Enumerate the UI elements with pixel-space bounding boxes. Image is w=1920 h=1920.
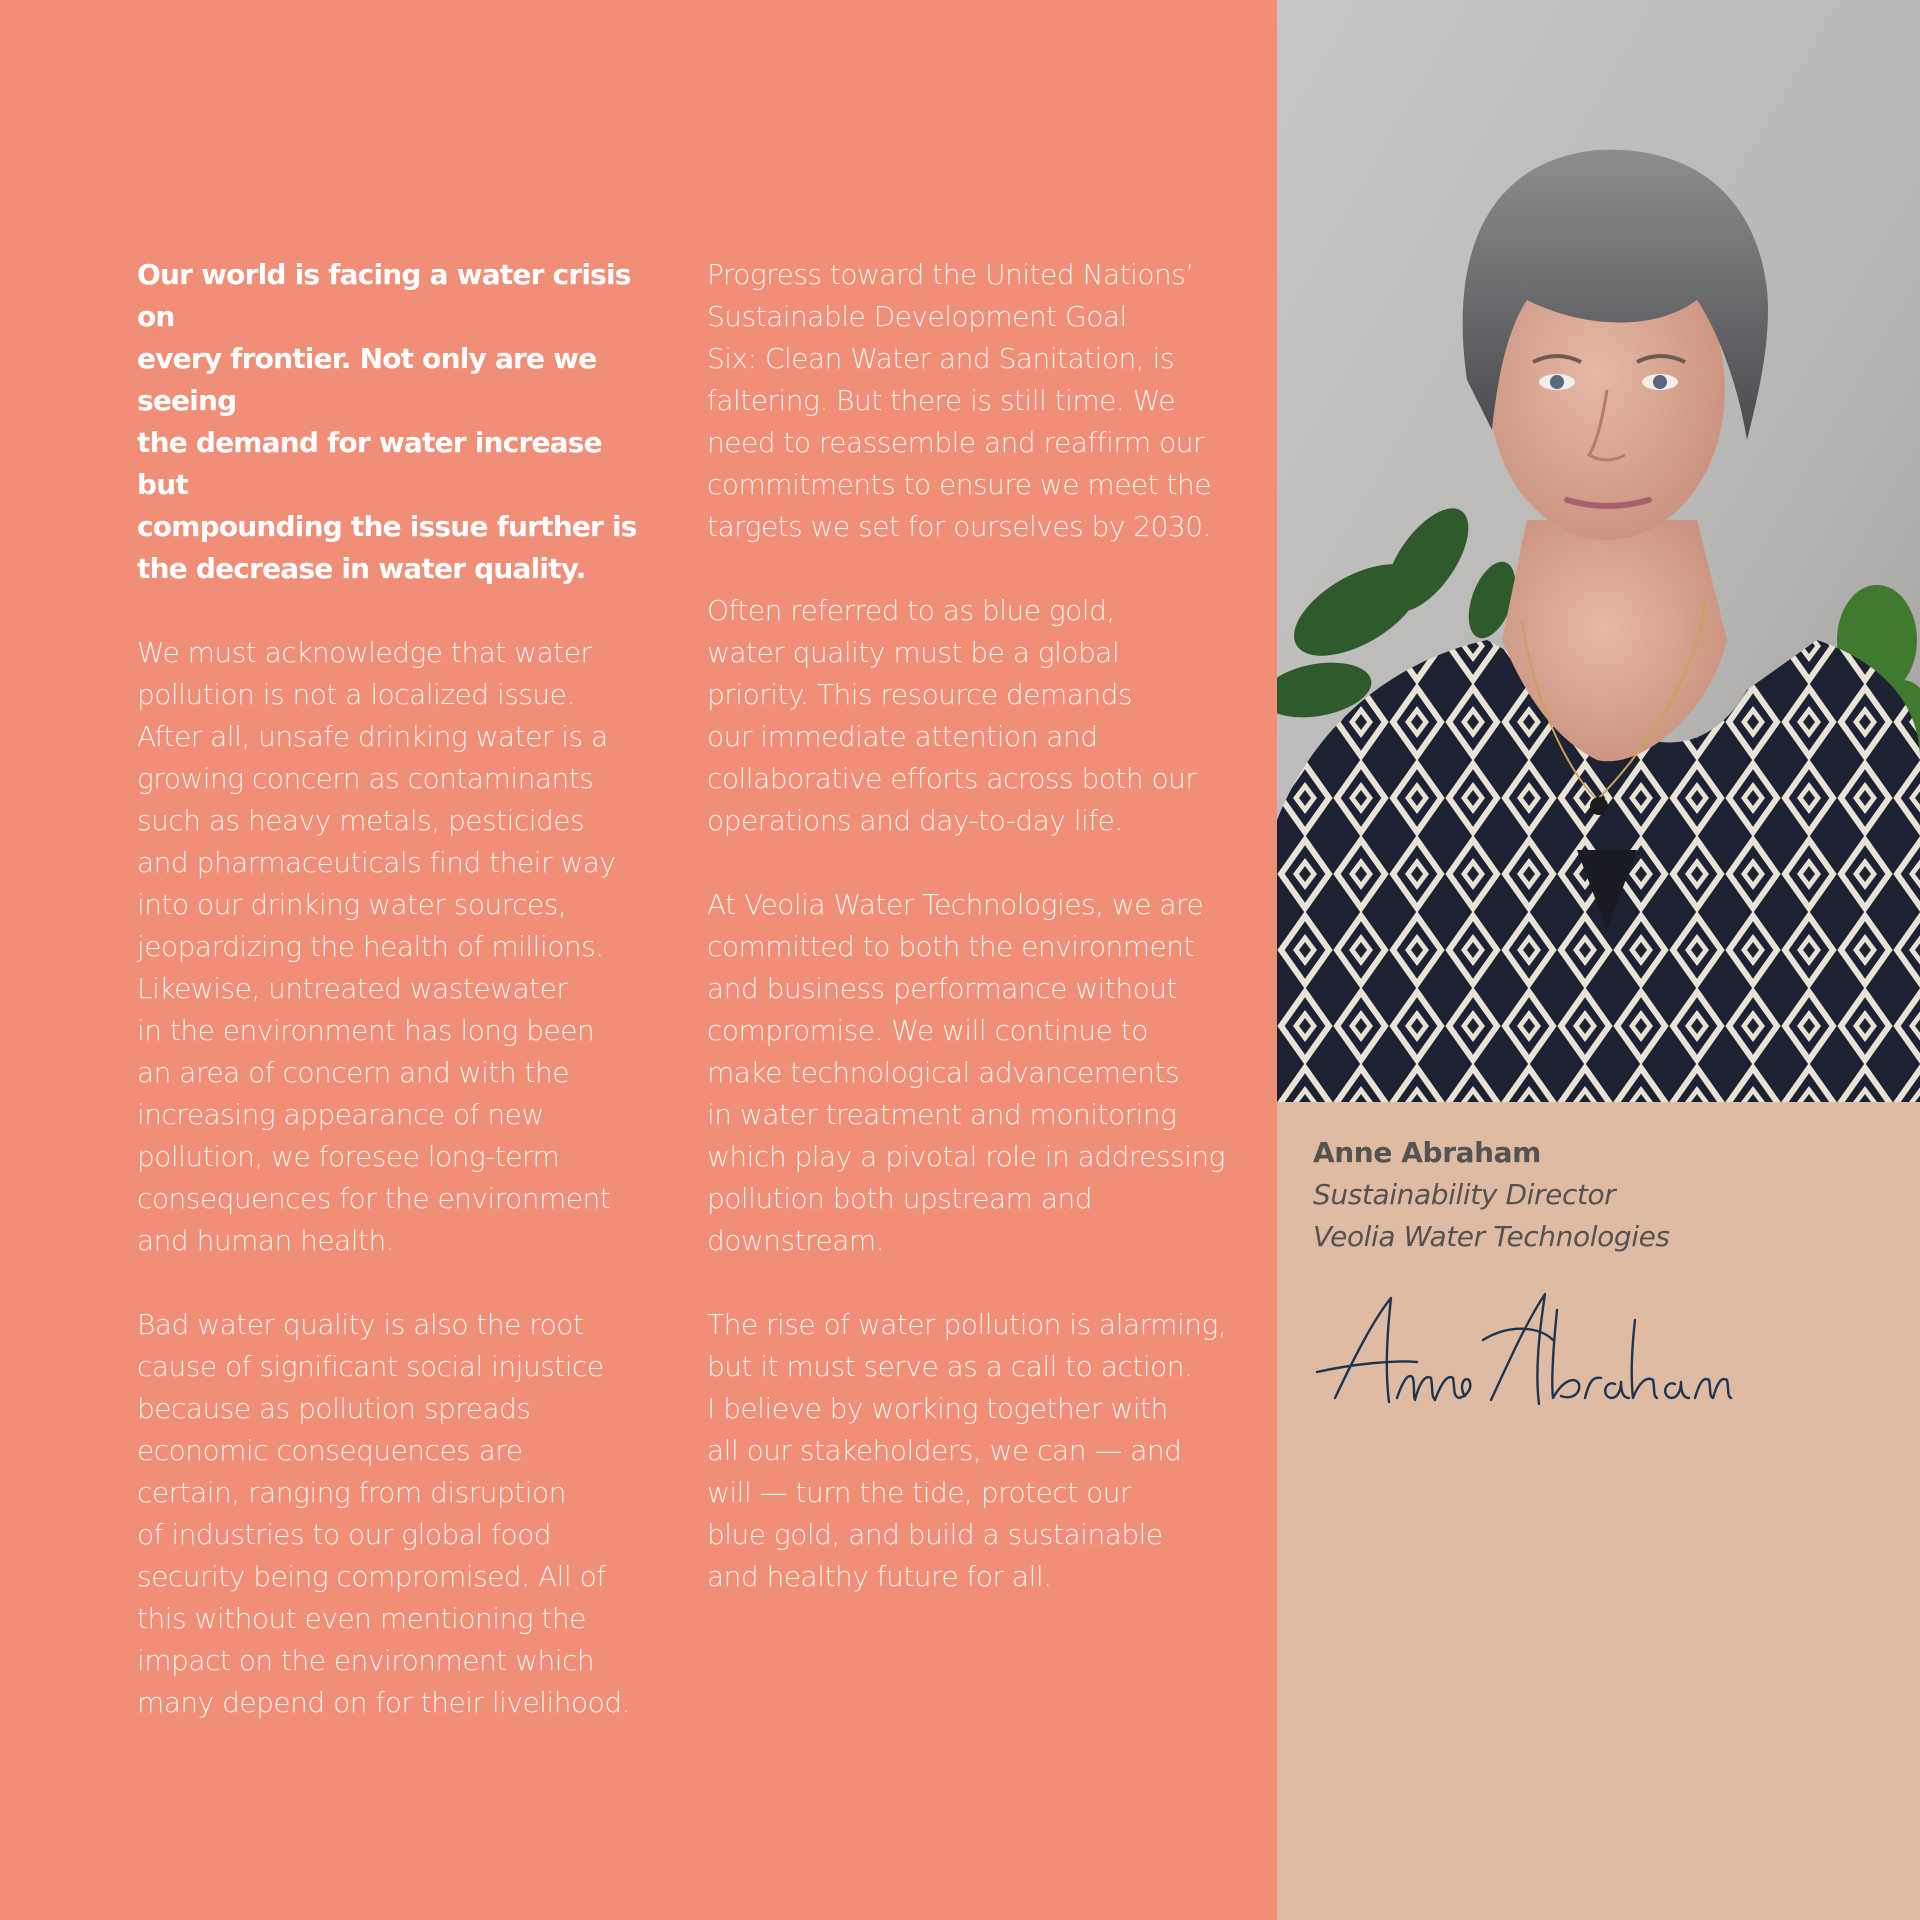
body-paragraph: Progress toward the United Nations’ Sustainable Development Goal Six: Clean Water and Sanitation, is faltering. But there is still time. We need to reassemble and reaffirm our commitments to ensure we meet the targets we set for ourselves by 2030. bbox=[707, 258, 1211, 543]
author-caption bbox=[1313, 1132, 1670, 1258]
author-organization: Veolia Water Technologies bbox=[1313, 1220, 1670, 1253]
author-panel bbox=[1277, 0, 1920, 1920]
author-title: Sustainability Director bbox=[1313, 1178, 1616, 1211]
body-paragraph: Bad water quality is also the root cause of significant social injustice because as pollution spreads economic consequences are certain, ranging from disruption of industries to our global food security being compromised. All of this without even mentioning the impact on the environment which many depend on for their livelihood. bbox=[137, 1308, 630, 1719]
body-paragraph: The rise of water pollution is alarming, but it must serve as a call to action. I believe by working together with all our stakeholders, we can — and will — turn the tide, protect our blue gold, and build a sustainable and healthy future for all. bbox=[707, 1308, 1227, 1593]
author-portrait-photo bbox=[1277, 0, 1920, 1102]
lead-paragraph: Our world is facing a water crisis on every frontier. Not only are we seeing the demand for water increase but compounding the issue further is the decrease in water quality. bbox=[137, 258, 637, 585]
left-text-column bbox=[137, 254, 657, 1766]
right-text-column bbox=[707, 254, 1227, 1640]
body-paragraph: At Veolia Water Technologies, we are committed to both the environment and business performance without compromise. We will continue to make technological advancements in water treatment and monitoring which play a pivotal role in addressing pollution both upstream and downstream. bbox=[707, 888, 1225, 1257]
body-paragraph: We must acknowledge that water pollution is not a localized issue. After all, unsafe drinking water is a growing concern as contaminants such as heavy metals, pesticides and pharmaceuticals find their way into our drinking water sources, jeopardizing the health of millions. Likewise, untreated wastewater in the environment has long been an area of concern and with the increasing appearance of new pollution, we foresee long-term consequences for the environment and human health. bbox=[137, 636, 616, 1257]
body-paragraph: Often referred to as blue gold, water quality must be a global priority. This resource demands our immediate attention and collaborative efforts across both our operations and day-to-day life. bbox=[707, 594, 1197, 837]
author-signature bbox=[1313, 1280, 1733, 1430]
author-name: Anne Abraham bbox=[1313, 1136, 1541, 1169]
